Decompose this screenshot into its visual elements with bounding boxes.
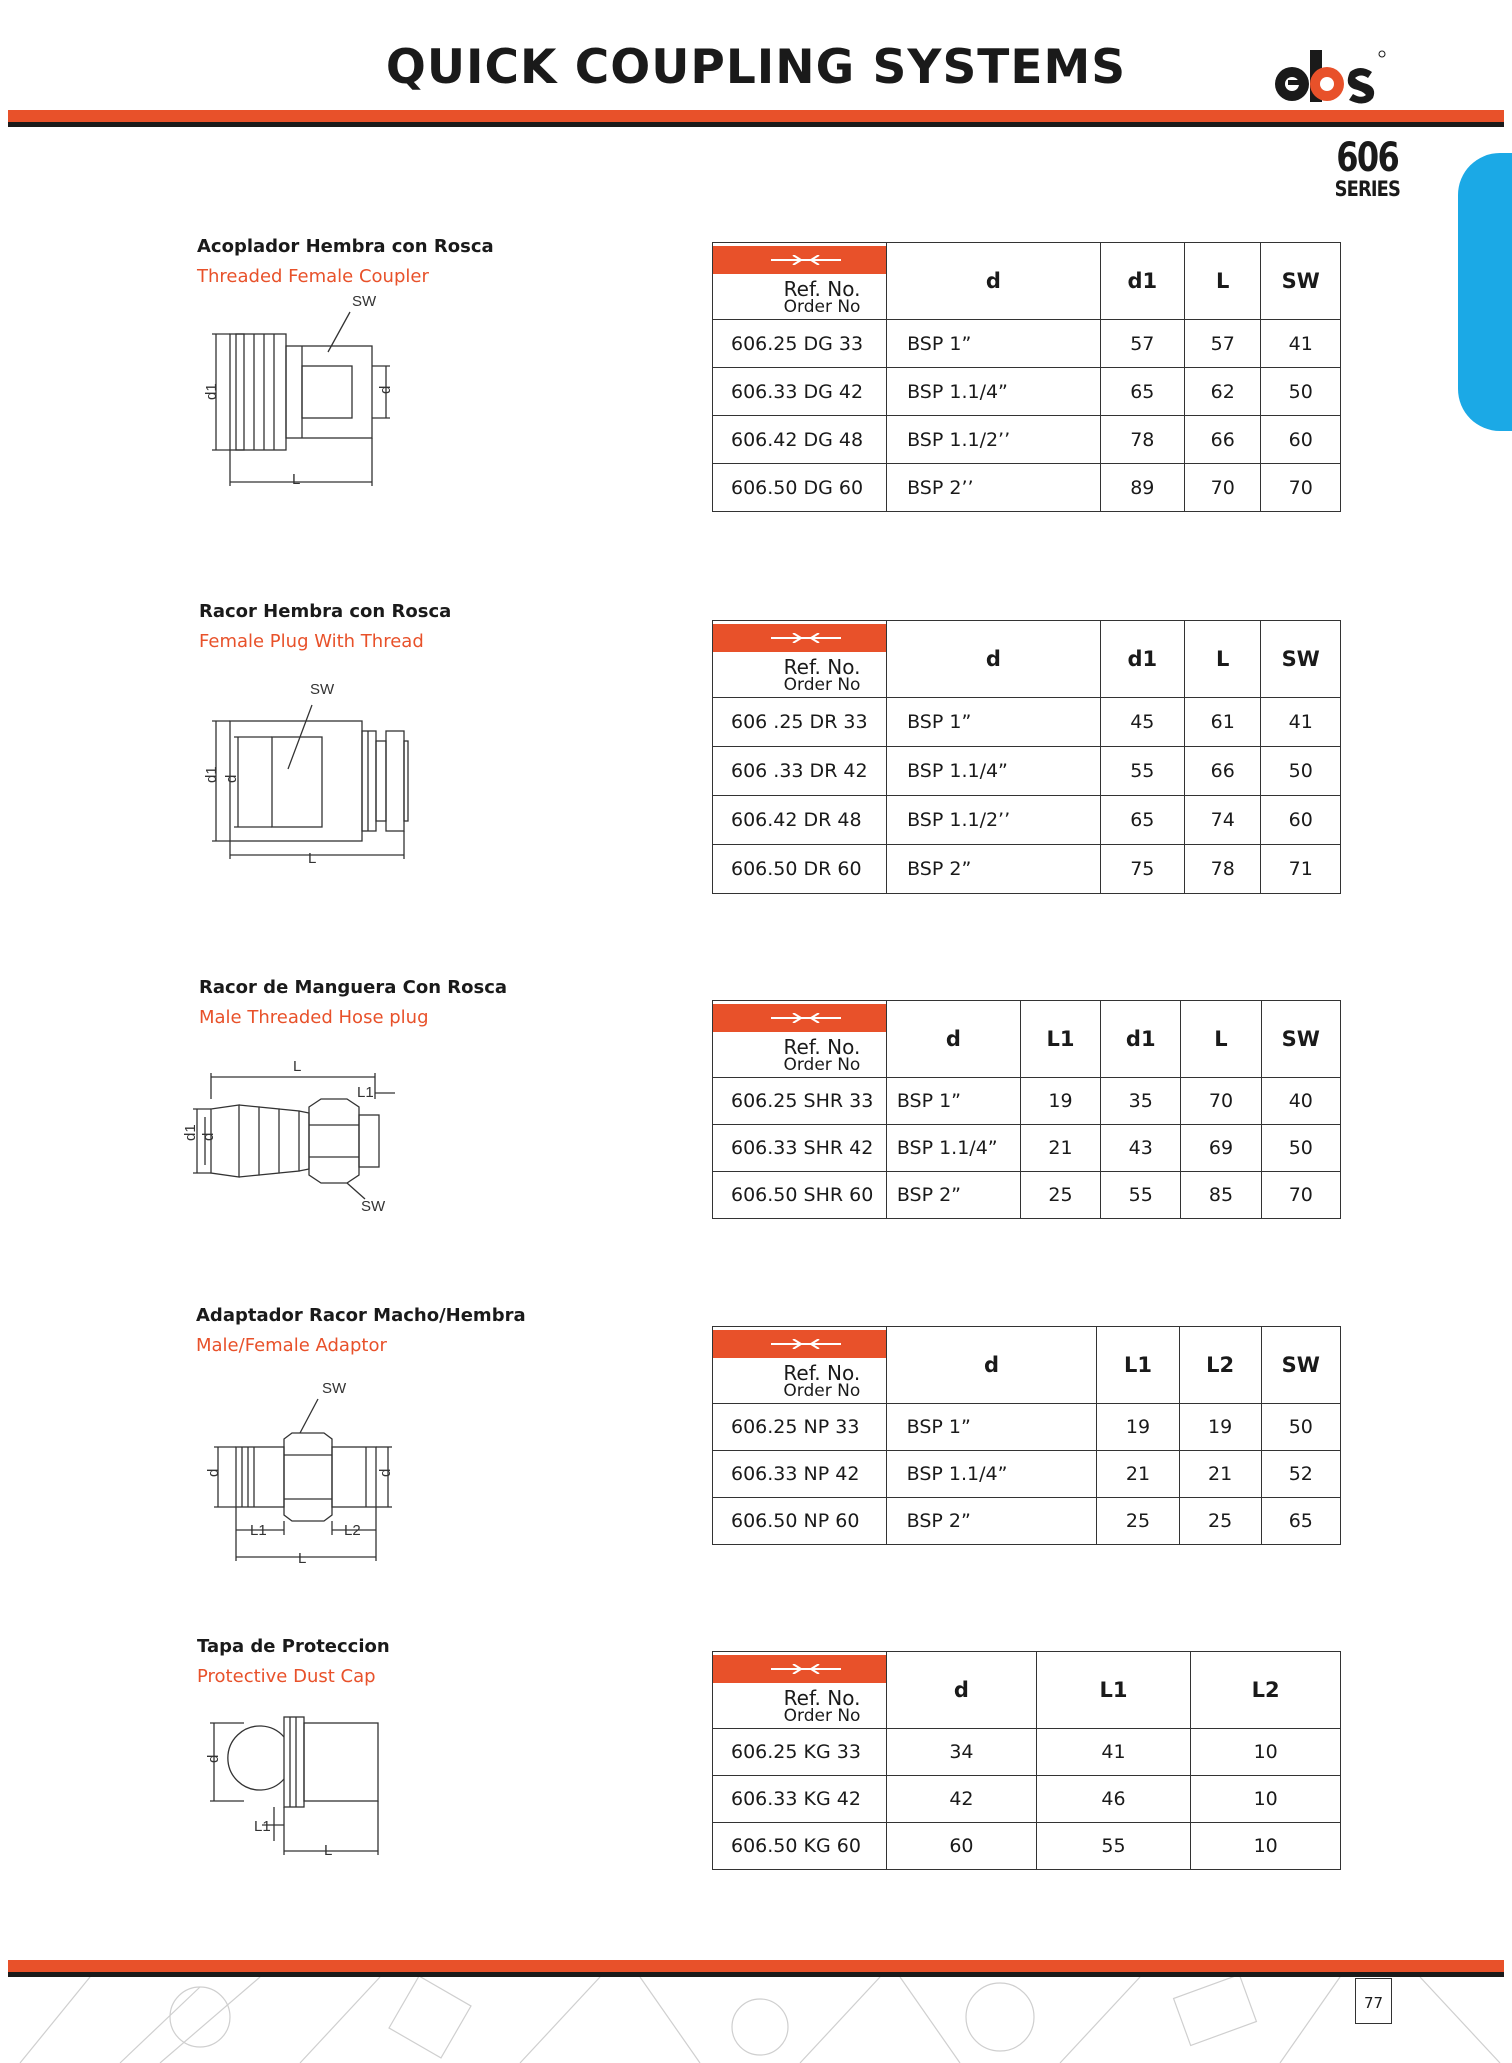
cell: BSP 2” xyxy=(886,1498,1097,1545)
cell: 70 xyxy=(1261,1172,1340,1219)
table-female-plug-thread xyxy=(712,620,1341,894)
cell: 606.50 DR 60 xyxy=(713,845,887,894)
dim-d1: d1 xyxy=(203,383,220,400)
cell: 606.50 KG 60 xyxy=(713,1823,887,1870)
protective-dust-cap-drawing xyxy=(200,1705,400,1860)
cell: 50 xyxy=(1261,1125,1340,1172)
cell: 10 xyxy=(1191,1776,1341,1823)
col-header: d xyxy=(887,621,1101,698)
dim-l: L xyxy=(298,1550,307,1567)
dim-sw: SW xyxy=(322,1380,347,1397)
cell: BSP 1.1/4” xyxy=(887,747,1101,796)
col-header: L xyxy=(1181,1001,1261,1078)
header-rule-black xyxy=(8,122,1504,127)
cell: 66 xyxy=(1185,416,1261,464)
col-header: d1 xyxy=(1100,621,1184,698)
section-4-title-en: Male/Female Adaptor xyxy=(196,1335,387,1356)
cell: 52 xyxy=(1261,1451,1340,1498)
cell: 606 .25 DR 33 xyxy=(713,698,887,747)
col-header: d xyxy=(886,1327,1097,1404)
cell: 70 xyxy=(1185,464,1261,512)
dim-d-right: d xyxy=(377,1468,394,1477)
dim-l1: L1 xyxy=(357,1084,374,1101)
table-row xyxy=(713,1172,1341,1219)
dim-sw: SW xyxy=(352,293,377,310)
section-5-title-es: Tapa de Proteccion xyxy=(197,1636,390,1657)
order-no-label: Order No xyxy=(783,1055,861,1075)
page-title: QUICK COUPLING SYSTEMS xyxy=(385,40,1127,95)
ref-no-label: Ref. No. xyxy=(783,1035,861,1059)
cell: 606.33 NP 42 xyxy=(713,1451,887,1498)
cell: 69 xyxy=(1181,1125,1261,1172)
cell: 70 xyxy=(1261,464,1341,512)
cell: 55 xyxy=(1101,1172,1181,1219)
threaded-female-coupler-drawing xyxy=(190,290,400,500)
order-no-label: Order No xyxy=(783,1381,861,1401)
table-row xyxy=(713,1404,1341,1451)
cell: 606 .33 DR 42 xyxy=(713,747,887,796)
cell: 70 xyxy=(1181,1078,1261,1125)
cell: BSP 1” xyxy=(886,1404,1097,1451)
cell: 62 xyxy=(1185,368,1261,416)
ref-header-cell xyxy=(713,243,887,320)
table-row xyxy=(713,1776,1341,1823)
cell: BSP 1.1/4” xyxy=(886,1451,1097,1498)
cell: 40 xyxy=(1261,1078,1340,1125)
cell: 60 xyxy=(887,1823,1037,1870)
cell: 50 xyxy=(1261,1404,1340,1451)
cell: 57 xyxy=(1100,320,1184,368)
table-row xyxy=(713,464,1341,512)
ref-header-cell xyxy=(713,1652,887,1729)
cell: 55 xyxy=(1036,1823,1191,1870)
table-threaded-female-coupler xyxy=(712,242,1341,512)
section-3-title-en: Male Threaded Hose plug xyxy=(199,1007,429,1028)
cell: BSP 2” xyxy=(887,845,1101,894)
ref-no-label: Ref. No. xyxy=(783,655,861,679)
ref-no-label: Ref. No. xyxy=(783,1361,861,1385)
cell: 34 xyxy=(887,1729,1037,1776)
col-header: d xyxy=(887,1652,1037,1729)
dim-l: L xyxy=(292,471,301,488)
col-header: L2 xyxy=(1179,1327,1261,1404)
cell: 89 xyxy=(1100,464,1184,512)
table-protective-dust-cap xyxy=(712,1651,1341,1870)
cell: 66 xyxy=(1185,747,1261,796)
cell: 25 xyxy=(1020,1172,1100,1219)
dim-l: L xyxy=(308,850,317,865)
col-header: L1 xyxy=(1036,1652,1191,1729)
cell: BSP 1” xyxy=(887,320,1101,368)
cell: 50 xyxy=(1261,368,1341,416)
cell: 606.25 KG 33 xyxy=(713,1729,887,1776)
cell: 606.42 DG 48 xyxy=(713,416,887,464)
section-tab xyxy=(1458,153,1512,431)
cell: 25 xyxy=(1179,1498,1261,1545)
order-no-label: Order No xyxy=(783,297,861,317)
cell: 21 xyxy=(1097,1451,1179,1498)
cell: 85 xyxy=(1181,1172,1261,1219)
cell: 60 xyxy=(1261,796,1341,845)
dim-l1: L1 xyxy=(250,1522,267,1539)
cell: BSP 1.1/4” xyxy=(887,368,1101,416)
cell: 71 xyxy=(1261,845,1341,894)
cell: 65 xyxy=(1100,796,1184,845)
col-header: L1 xyxy=(1020,1001,1100,1078)
ebs-logo xyxy=(1270,46,1390,108)
cell: 606.25 SHR 33 xyxy=(713,1078,887,1125)
col-header: L xyxy=(1185,243,1261,320)
cell: BSP 1.1/4” xyxy=(886,1125,1020,1172)
cell: 55 xyxy=(1100,747,1184,796)
cell: 10 xyxy=(1191,1729,1341,1776)
col-header: SW xyxy=(1261,621,1341,698)
cell: 61 xyxy=(1185,698,1261,747)
cell: 606.33 DG 42 xyxy=(713,368,887,416)
section-3-title-es: Racor de Manguera Con Rosca xyxy=(199,977,508,998)
ref-no-label: Ref. No. xyxy=(783,1686,861,1710)
cell: 606.33 SHR 42 xyxy=(713,1125,887,1172)
col-header: L1 xyxy=(1097,1327,1179,1404)
cell: 42 xyxy=(887,1776,1037,1823)
cell: BSP 2’’ xyxy=(887,464,1101,512)
male-female-adaptor-drawing xyxy=(200,1375,400,1570)
section-4-title-es: Adaptador Racor Macho/Hembra xyxy=(196,1305,526,1326)
col-header: L2 xyxy=(1191,1652,1341,1729)
cell: 45 xyxy=(1100,698,1184,747)
dim-l1: L1 xyxy=(254,1818,271,1835)
col-header: d xyxy=(886,1001,1020,1078)
table-row xyxy=(713,845,1341,894)
table-row xyxy=(713,796,1341,845)
cell: BSP 1” xyxy=(887,698,1101,747)
cell: 41 xyxy=(1261,320,1341,368)
cell: 19 xyxy=(1179,1404,1261,1451)
table-row xyxy=(713,747,1341,796)
cell: 41 xyxy=(1261,698,1341,747)
male-threaded-hose-plug-drawing xyxy=(175,1055,405,1215)
cell: 21 xyxy=(1179,1451,1261,1498)
cell: BSP 1.1/2’’ xyxy=(887,416,1101,464)
cell: 606.25 DG 33 xyxy=(713,320,887,368)
cell: 46 xyxy=(1036,1776,1191,1823)
ref-header-cell xyxy=(713,621,887,698)
page-number: 77 xyxy=(1355,1978,1392,2024)
section-1-title-en: Threaded Female Coupler xyxy=(197,266,429,287)
table-row xyxy=(713,1078,1341,1125)
order-no-label: Order No xyxy=(783,675,861,695)
cell: 57 xyxy=(1185,320,1261,368)
col-header: d1 xyxy=(1101,1001,1181,1078)
cell: 65 xyxy=(1261,1498,1340,1545)
table-row xyxy=(713,698,1341,747)
col-header: SW xyxy=(1261,1001,1340,1078)
cell: BSP 2” xyxy=(886,1172,1020,1219)
col-header: SW xyxy=(1261,1327,1340,1404)
cell: 74 xyxy=(1185,796,1261,845)
cell: 78 xyxy=(1100,416,1184,464)
cell: 606.50 SHR 60 xyxy=(713,1172,887,1219)
table-row xyxy=(713,1125,1341,1172)
footer-rule-orange xyxy=(8,1960,1504,1972)
dim-l: L xyxy=(324,1842,333,1859)
cell: BSP 1.1/2’’ xyxy=(887,796,1101,845)
table-male-threaded-hose-plug xyxy=(712,1000,1341,1219)
table-male-female-adaptor xyxy=(712,1326,1341,1545)
cell: 606.50 NP 60 xyxy=(713,1498,887,1545)
section-5-title-en: Protective Dust Cap xyxy=(197,1666,376,1687)
dim-d-left: d xyxy=(205,1468,222,1477)
series-badge xyxy=(1330,135,1401,201)
cell: 21 xyxy=(1020,1125,1100,1172)
cell: 75 xyxy=(1100,845,1184,894)
series-label: SERIES xyxy=(1334,177,1401,201)
cell: 41 xyxy=(1036,1729,1191,1776)
series-number: 606 xyxy=(1336,135,1399,181)
table-row xyxy=(713,1729,1341,1776)
dim-d: d xyxy=(223,774,240,783)
cell: BSP 1” xyxy=(886,1078,1020,1125)
cell: 606.25 NP 33 xyxy=(713,1404,887,1451)
cell: 78 xyxy=(1185,845,1261,894)
dim-d1: d1 xyxy=(203,766,220,783)
cell: 60 xyxy=(1261,416,1341,464)
col-header: L xyxy=(1185,621,1261,698)
table-row xyxy=(713,1451,1341,1498)
dim-sw: SW xyxy=(310,681,335,698)
female-plug-thread-drawing xyxy=(190,675,410,865)
section-2-title-es: Racor Hembra con Rosca xyxy=(199,601,452,622)
dim-l2: L2 xyxy=(344,1522,361,1539)
dim-d: d xyxy=(200,1132,217,1141)
table-row xyxy=(713,320,1341,368)
cell: 10 xyxy=(1191,1823,1341,1870)
cell: 606.42 DR 48 xyxy=(713,796,887,845)
dim-l: L xyxy=(293,1058,302,1075)
cell: 19 xyxy=(1097,1404,1179,1451)
section-1-title-es: Acoplador Hembra con Rosca xyxy=(197,236,494,257)
cell: 65 xyxy=(1100,368,1184,416)
cell: 606.33 KG 42 xyxy=(713,1776,887,1823)
table-row xyxy=(713,1498,1341,1545)
col-header: d xyxy=(887,243,1101,320)
table-row xyxy=(713,416,1341,464)
dim-d1: d1 xyxy=(182,1124,199,1141)
ref-no-label: Ref. No. xyxy=(783,277,861,301)
cell: 606.50 DG 60 xyxy=(713,464,887,512)
cell: 43 xyxy=(1101,1125,1181,1172)
col-header: SW xyxy=(1261,243,1341,320)
table-row xyxy=(713,368,1341,416)
ref-header-cell xyxy=(713,1327,887,1404)
cell: 19 xyxy=(1020,1078,1100,1125)
footer-technical-drawing-watermark xyxy=(0,1977,1512,2063)
dim-d: d xyxy=(205,1754,222,1763)
header-rule-orange xyxy=(8,110,1504,122)
order-no-label: Order No xyxy=(783,1706,861,1726)
dim-sw: SW xyxy=(361,1198,386,1215)
cell: 25 xyxy=(1097,1498,1179,1545)
table-row xyxy=(713,1823,1341,1870)
cell: 35 xyxy=(1101,1078,1181,1125)
cell: 50 xyxy=(1261,747,1341,796)
dim-d: d xyxy=(377,385,394,394)
col-header: d1 xyxy=(1100,243,1184,320)
ref-header-cell xyxy=(713,1001,887,1078)
section-2-title-en: Female Plug With Thread xyxy=(199,631,424,652)
